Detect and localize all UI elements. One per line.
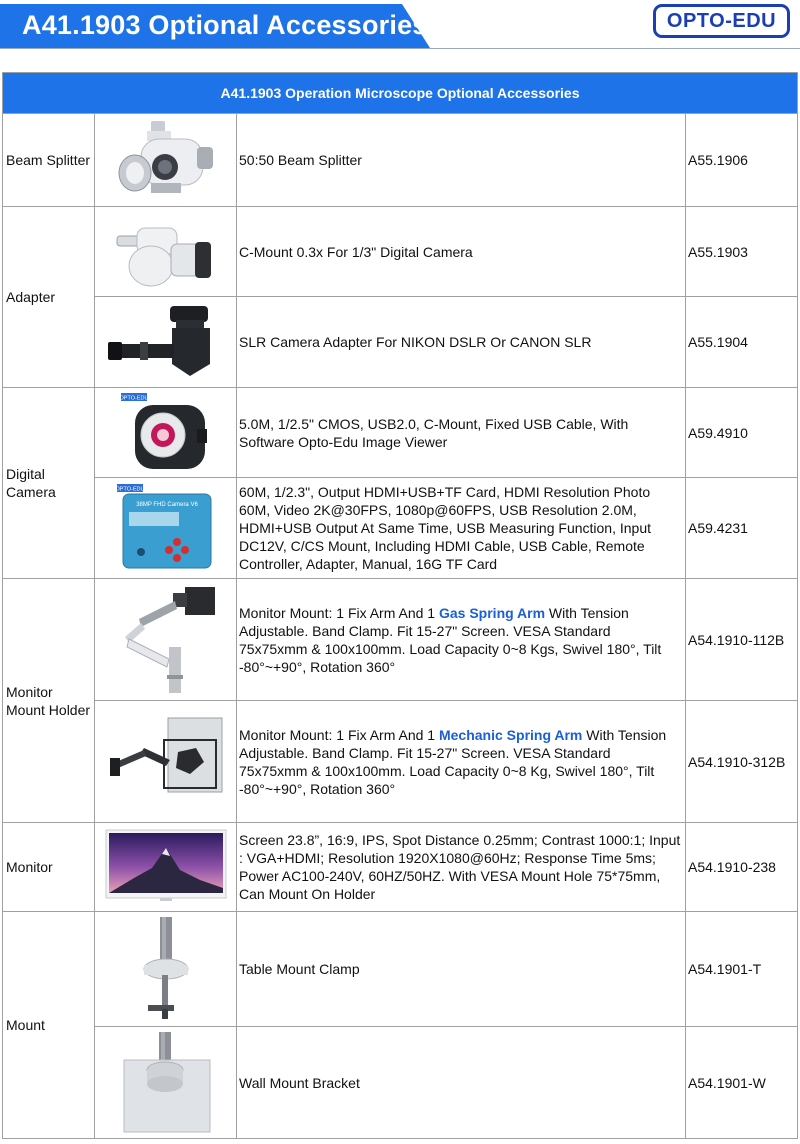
code-cell: A54.1901-W xyxy=(686,1027,798,1139)
camera-caption: 38MP FHD Camera V6 xyxy=(135,502,198,508)
table-row xyxy=(3,388,798,478)
description-text: With Tension Adjustable. Band Clamp. Fit 15-27" Screen. VESA Standard 75x75xmm & 100x100mm. Load Capacity 0~8 Kg, Swivel 180°, Tilt -80°~+90°, Rotation 360° xyxy=(239,726,667,797)
description-text: With Tension Adjustable. Band Clamp. Fit 15-27" Screen. VESA Standard 75x75xmm & 100x100mm. Load Capacity 0~8 Kgs, Swivel 180°, Tilt -80°~+90°, Rotation 360° xyxy=(239,604,662,675)
page-title: A41.1903 Optional Accessories xyxy=(22,10,428,40)
table-row xyxy=(3,207,798,297)
table-row xyxy=(3,579,798,701)
category-cell: Monitor xyxy=(3,823,95,912)
code-cell: A54.1910-112B xyxy=(686,579,798,701)
table-mount-clamp-image xyxy=(95,912,237,1027)
table-row xyxy=(3,478,798,579)
code-cell: A59.4231 xyxy=(686,478,798,579)
mechanic-spring-arm-image xyxy=(95,701,237,823)
highlight-text: Gas Spring Arm xyxy=(438,604,546,621)
code-cell: A54.1901-T xyxy=(686,912,798,1027)
table-header: A41.1903 Operation Microscope Optional Accessories xyxy=(3,73,798,114)
category-cell: Adapter xyxy=(3,207,95,388)
monitor-image xyxy=(95,823,237,912)
description-cell: Table Mount Clamp xyxy=(237,912,686,1027)
description-cell xyxy=(237,579,686,701)
description-cell: Wall Mount Bracket xyxy=(237,1027,686,1139)
category-cell: Mount xyxy=(3,912,95,1139)
table-row xyxy=(3,701,798,823)
c-mount-adapter-image xyxy=(95,207,237,297)
slr-adapter-image xyxy=(95,297,237,388)
beam-splitter-image xyxy=(95,114,237,207)
category-cell: Digital Camera xyxy=(3,388,95,579)
table-row xyxy=(3,297,798,388)
description-cell xyxy=(237,701,686,823)
description-text: Monitor Mount: 1 Fix Arm And 1 xyxy=(239,726,439,743)
gas-spring-arm-image xyxy=(95,579,237,701)
usb-camera-image xyxy=(95,388,237,478)
code-cell: A55.1903 xyxy=(686,207,798,297)
wall-mount-bracket-image xyxy=(95,1027,237,1139)
highlight-text: Mechanic Spring Arm xyxy=(438,726,583,743)
hdmi-camera-image xyxy=(95,478,237,579)
code-cell: A54.1910-312B xyxy=(686,701,798,823)
code-cell: A55.1904 xyxy=(686,297,798,388)
description-cell: 5.0M, 1/2.5" CMOS, USB2.0, C-Mount, Fixed USB Cable, With Software Opto-Edu Image Viewer xyxy=(237,388,686,478)
table-row xyxy=(3,114,798,207)
description-cell: C-Mount 0.3x For 1/3" Digital Camera xyxy=(237,207,686,297)
category-cell: Monitor Mount Holder xyxy=(3,579,95,823)
table-row xyxy=(3,823,798,912)
header-divider xyxy=(0,48,800,49)
code-cell: A54.1910-238 xyxy=(686,823,798,912)
title-banner xyxy=(0,4,430,48)
accessories-table xyxy=(2,72,798,1139)
description-cell: 50:50 Beam Splitter xyxy=(237,114,686,207)
code-cell: A55.1906 xyxy=(686,114,798,207)
description-text: Monitor Mount: 1 Fix Arm And 1 xyxy=(239,604,439,621)
logo-text: OPTO-EDU xyxy=(666,9,777,32)
description-cell: SLR Camera Adapter For NIKON DSLR Or CANON SLR xyxy=(237,297,686,388)
description-cell: Screen 23.8”, 16:9, IPS, Spot Distance 0.25mm; Contrast 1000:1; Input : VGA+HDMI; Resolution 1920X1080@60Hz; Response Time 5ms; Power AC100-240V, 60HZ/50HZ. With VESA Mount Hole 75*75mm, Can Mount On Holder xyxy=(237,823,686,912)
table-row xyxy=(3,1027,798,1139)
table-header-row xyxy=(3,73,798,114)
description-cell: 60M, 1/2.3", Output HDMI+USB+TF Card, HDMI Resolution Photo 60M, Video 2K@30FPS, 1080p@60FPS, USB Resolution 2.0M, HDMI+USB Output At Same Time, USB Measuring Function, Input DC12V, C/CS Mount, Including HDMI Cable, USB Cable, Remote Controller, Adapter, Manual, 16G TF Card xyxy=(237,478,686,579)
camera-label: OPTO-EDU xyxy=(119,395,148,401)
table-row xyxy=(3,912,798,1027)
code-cell: A59.4910 xyxy=(686,388,798,478)
brand-logo xyxy=(653,4,790,38)
camera-label: OPTO-EDU xyxy=(115,486,144,493)
category-cell: Beam Splitter xyxy=(3,114,95,207)
